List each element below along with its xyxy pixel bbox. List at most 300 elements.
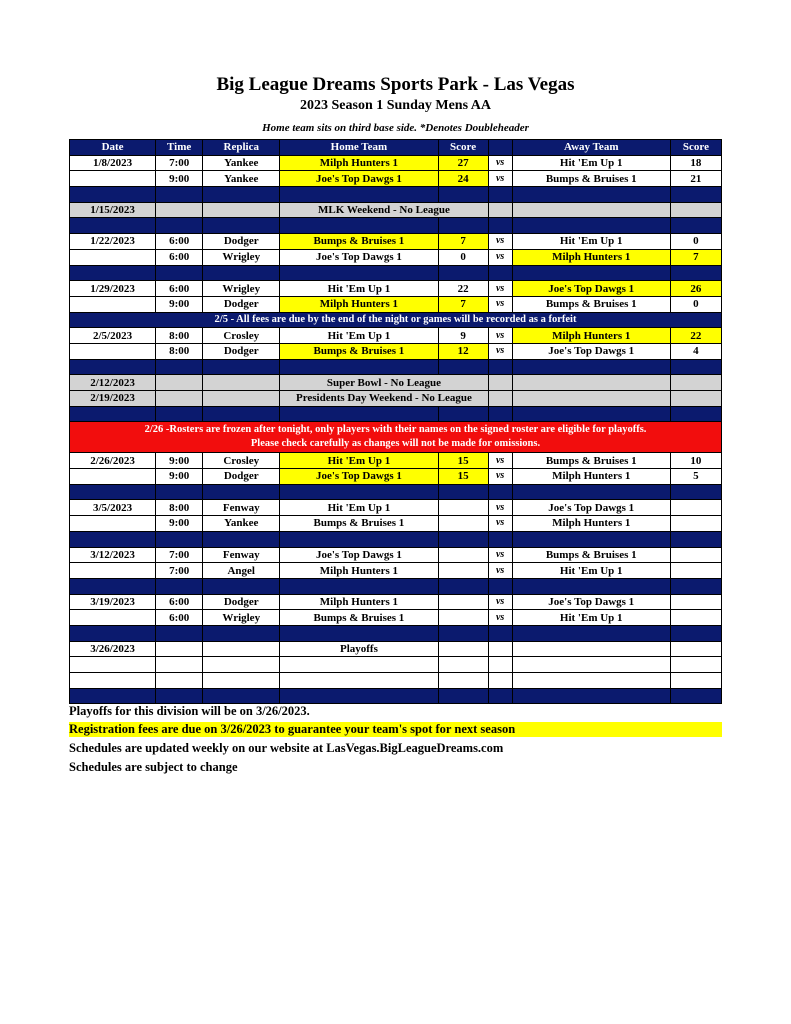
separator-cell: [438, 187, 488, 203]
home-score-cell: 15: [438, 469, 488, 485]
separator-cell: [512, 406, 670, 422]
vs-cell: vs: [488, 343, 512, 359]
no-league-text: Super Bowl - No League: [280, 375, 488, 391]
home-team-cell: Joe's Top Dawgs 1: [280, 547, 438, 563]
away-score-cell: 5: [670, 469, 721, 485]
separator-cell: [438, 484, 488, 500]
separator-cell: [670, 531, 721, 547]
separator-cell: [280, 406, 438, 422]
date-cell: [70, 657, 156, 673]
away-score-cell: 0: [670, 234, 721, 250]
separator-cell: [670, 218, 721, 234]
away-score-cell: [670, 375, 721, 391]
away-team-cell: [512, 391, 670, 407]
vs-cell: vs: [488, 249, 512, 265]
away-team-cell: [512, 375, 670, 391]
away-score-cell: [670, 563, 721, 579]
separator-cell: [280, 625, 438, 641]
home-team-cell: Bumps & Bruises 1: [280, 610, 438, 626]
separator-cell: [670, 187, 721, 203]
separator-cell: [438, 406, 488, 422]
time-cell: 6:00: [156, 281, 203, 297]
table-row: [70, 281, 722, 297]
time-cell: [156, 391, 203, 407]
footer-registration-note: Registration fees are due on 3/26/2023 to guarantee your team's spot for next season: [69, 722, 722, 737]
vs-cell: vs: [488, 563, 512, 579]
home-team-cell: Milph Hunters 1: [280, 594, 438, 610]
replica-cell: Crosley: [203, 328, 280, 344]
vs-cell: [488, 657, 512, 673]
table-row: [70, 657, 722, 673]
separator-cell: [512, 578, 670, 594]
away-score-cell: 21: [670, 171, 721, 187]
table-row: [70, 563, 722, 579]
separator-cell: [670, 265, 721, 281]
time-cell: 9:00: [156, 296, 203, 312]
vs-cell: vs: [488, 328, 512, 344]
time-cell: [156, 641, 203, 657]
separator-cell: [156, 359, 203, 375]
date-cell: [70, 296, 156, 312]
replica-cell: Yankee: [203, 155, 280, 171]
time-cell: 8:00: [156, 328, 203, 344]
home-team-cell: Hit 'Em Up 1: [280, 328, 438, 344]
time-cell: [156, 673, 203, 689]
separator-cell: [203, 531, 280, 547]
home-team-cell: Hit 'Em Up 1: [280, 500, 438, 516]
home-score-cell: 7: [438, 234, 488, 250]
away-team-cell: Milph Hunters 1: [512, 328, 670, 344]
home-score-cell: 7: [438, 296, 488, 312]
separator-cell: [203, 218, 280, 234]
separator-cell: [156, 187, 203, 203]
home-score-cell: 0: [438, 249, 488, 265]
vs-cell: [488, 375, 512, 391]
vs-cell: vs: [488, 547, 512, 563]
separator-cell: [512, 359, 670, 375]
separator-row: [70, 359, 722, 375]
replica-cell: [203, 391, 280, 407]
replica-cell: Dodger: [203, 343, 280, 359]
date-cell: 1/15/2023: [70, 202, 156, 218]
separator-row: [70, 578, 722, 594]
separator-cell: [156, 531, 203, 547]
away-team-cell: Hit 'Em Up 1: [512, 234, 670, 250]
away-team-cell: Milph Hunters 1: [512, 469, 670, 485]
time-cell: 8:00: [156, 343, 203, 359]
home-score-cell: 24: [438, 171, 488, 187]
date-cell: 1/8/2023: [70, 155, 156, 171]
table-row: [70, 641, 722, 657]
home-team-cell: Joe's Top Dawgs 1: [280, 249, 438, 265]
table-row: [70, 673, 722, 689]
date-cell: [70, 171, 156, 187]
away-team-cell: Bumps & Bruises 1: [512, 296, 670, 312]
date-cell: [70, 563, 156, 579]
separator-cell: [70, 359, 156, 375]
fee-notice-text: 2/5 - All fees are due by the end of the night or games will be recorded as a forfeit: [70, 312, 722, 328]
separator-cell: [488, 359, 512, 375]
replica-cell: Dodger: [203, 594, 280, 610]
separator-cell: [203, 484, 280, 500]
home-score-cell: [438, 563, 488, 579]
date-cell: [70, 249, 156, 265]
separator-row: [70, 187, 722, 203]
home-team-cell: Bumps & Bruises 1: [280, 516, 438, 532]
away-score-cell: [670, 673, 721, 689]
table-row: [70, 453, 722, 469]
vs-cell: vs: [488, 516, 512, 532]
separator-cell: [488, 218, 512, 234]
time-cell: 7:00: [156, 547, 203, 563]
separator-cell: [70, 406, 156, 422]
away-team-cell: Hit 'Em Up 1: [512, 155, 670, 171]
date-cell: 2/12/2023: [70, 375, 156, 391]
vs-cell: [488, 391, 512, 407]
separator-cell: [156, 406, 203, 422]
table-row: [70, 171, 722, 187]
date-cell: [70, 610, 156, 626]
separator-cell: [156, 578, 203, 594]
col-header-date: Date: [70, 140, 156, 156]
separator-row: [70, 625, 722, 641]
separator-cell: [488, 578, 512, 594]
replica-cell: Fenway: [203, 500, 280, 516]
separator-cell: [488, 265, 512, 281]
separator-cell: [70, 218, 156, 234]
away-score-cell: [670, 500, 721, 516]
away-score-cell: [670, 641, 721, 657]
home-score-cell: [438, 500, 488, 516]
away-team-cell: Bumps & Bruises 1: [512, 453, 670, 469]
vs-cell: vs: [488, 610, 512, 626]
col-header-away-score: Score: [670, 140, 721, 156]
roster-notice-line1: 2/26 -Rosters are frozen after tonight, only players with their names on the signed roster are eligible for playoffs.: [144, 423, 647, 435]
replica-cell: Yankee: [203, 516, 280, 532]
separator-cell: [488, 531, 512, 547]
replica-cell: Dodger: [203, 469, 280, 485]
away-score-cell: [670, 516, 721, 532]
separator-cell: [438, 625, 488, 641]
separator-cell: [438, 578, 488, 594]
away-score-cell: [670, 657, 721, 673]
col-header-replica: Replica: [203, 140, 280, 156]
home-team-cell: Hit 'Em Up 1: [280, 453, 438, 469]
col-header-home-score: Score: [438, 140, 488, 156]
away-score-cell: 10: [670, 453, 721, 469]
replica-cell: Dodger: [203, 296, 280, 312]
col-header-time: Time: [156, 140, 203, 156]
away-score-cell: 18: [670, 155, 721, 171]
separator-cell: [512, 531, 670, 547]
page-subtitle: 2023 Season 1 Sunday Mens AA: [300, 98, 491, 113]
away-score-cell: [670, 391, 721, 407]
replica-cell: [203, 657, 280, 673]
replica-cell: [203, 202, 280, 218]
away-team-cell: Joe's Top Dawgs 1: [512, 500, 670, 516]
date-cell: [70, 673, 156, 689]
separator-cell: [488, 688, 512, 704]
separator-cell: [156, 265, 203, 281]
vs-cell: vs: [488, 234, 512, 250]
separator-cell: [670, 359, 721, 375]
away-team-cell: Milph Hunters 1: [512, 516, 670, 532]
away-score-cell: 4: [670, 343, 721, 359]
no-league-row: [70, 375, 722, 391]
separator-cell: [512, 688, 670, 704]
table-row: [70, 249, 722, 265]
date-cell: 2/5/2023: [70, 328, 156, 344]
home-team-cell: Joe's Top Dawgs 1: [280, 469, 438, 485]
date-cell: [70, 469, 156, 485]
separator-cell: [156, 625, 203, 641]
home-team-cell: Milph Hunters 1: [280, 155, 438, 171]
table-header-row: [70, 140, 722, 156]
separator-cell: [438, 531, 488, 547]
table-row: [70, 328, 722, 344]
time-cell: [156, 375, 203, 391]
separator-cell: [203, 625, 280, 641]
vs-cell: vs: [488, 171, 512, 187]
roster-notice-row: [70, 422, 722, 453]
table-row: [70, 469, 722, 485]
separator-cell: [280, 688, 438, 704]
time-cell: 9:00: [156, 516, 203, 532]
separator-cell: [512, 484, 670, 500]
separator-row: [70, 218, 722, 234]
date-cell: 3/26/2023: [70, 641, 156, 657]
away-score-cell: 0: [670, 296, 721, 312]
separator-cell: [670, 578, 721, 594]
home-team-cell: Joe's Top Dawgs 1: [280, 171, 438, 187]
away-score-cell: [670, 594, 721, 610]
time-cell: [156, 202, 203, 218]
separator-cell: [438, 265, 488, 281]
away-score-cell: 26: [670, 281, 721, 297]
home-score-cell: 9: [438, 328, 488, 344]
away-team-cell: Joe's Top Dawgs 1: [512, 281, 670, 297]
col-header-away-team: Away Team: [512, 140, 670, 156]
separator-cell: [156, 218, 203, 234]
home-team-cell: Playoffs: [280, 641, 438, 657]
away-team-cell: Milph Hunters 1: [512, 249, 670, 265]
replica-cell: Crosley: [203, 453, 280, 469]
away-team-cell: Hit 'Em Up 1: [512, 563, 670, 579]
roster-notice-line2: Please check carefully as changes will not be made for omissions.: [250, 438, 541, 450]
away-team-cell: Bumps & Bruises 1: [512, 547, 670, 563]
time-cell: 9:00: [156, 453, 203, 469]
separator-cell: [488, 625, 512, 641]
table-row: [70, 610, 722, 626]
table-row: [70, 500, 722, 516]
home-score-cell: 22: [438, 281, 488, 297]
home-score-cell: [438, 641, 488, 657]
home-score-cell: [438, 673, 488, 689]
home-team-cell: Hit 'Em Up 1: [280, 281, 438, 297]
separator-cell: [670, 688, 721, 704]
separator-cell: [203, 187, 280, 203]
home-score-cell: [438, 657, 488, 673]
separator-row: [70, 531, 722, 547]
schedule-body: [70, 155, 722, 704]
replica-cell: [203, 375, 280, 391]
separator-cell: [203, 265, 280, 281]
table-row: [70, 594, 722, 610]
separator-cell: [203, 406, 280, 422]
separator-row: [70, 265, 722, 281]
away-score-cell: 22: [670, 328, 721, 344]
replica-cell: Wrigley: [203, 610, 280, 626]
separator-cell: [203, 359, 280, 375]
separator-cell: [438, 218, 488, 234]
time-cell: 7:00: [156, 563, 203, 579]
col-header-home-team: Home Team: [280, 140, 438, 156]
separator-cell: [438, 688, 488, 704]
separator-cell: [280, 265, 438, 281]
table-row: [70, 343, 722, 359]
date-cell: [70, 343, 156, 359]
separator-cell: [203, 578, 280, 594]
separator-cell: [70, 484, 156, 500]
fee-notice-row: [70, 312, 722, 328]
home-team-cell: Milph Hunters 1: [280, 563, 438, 579]
table-row: [70, 234, 722, 250]
away-team-cell: [512, 673, 670, 689]
separator-cell: [280, 187, 438, 203]
vs-cell: vs: [488, 281, 512, 297]
time-cell: 9:00: [156, 171, 203, 187]
away-score-cell: [670, 202, 721, 218]
separator-cell: [70, 578, 156, 594]
separator-cell: [488, 406, 512, 422]
vs-cell: vs: [488, 469, 512, 485]
separator-cell: [280, 484, 438, 500]
home-team-cell: [280, 657, 438, 673]
away-score-cell: [670, 547, 721, 563]
time-cell: [156, 657, 203, 673]
away-team-cell: [512, 202, 670, 218]
table-row: [70, 547, 722, 563]
time-cell: 7:00: [156, 155, 203, 171]
footer-playoffs-note: Playoffs for this division will be on 3/26/2023.: [69, 704, 310, 718]
table-row: [70, 516, 722, 532]
page-title: Big League Dreams Sports Park - Las Vegas: [216, 74, 575, 95]
home-score-cell: [438, 610, 488, 626]
vs-cell: vs: [488, 500, 512, 516]
home-team-cell: Milph Hunters 1: [280, 296, 438, 312]
separator-cell: [280, 531, 438, 547]
date-cell: 3/19/2023: [70, 594, 156, 610]
roster-notice: [70, 422, 722, 453]
home-score-cell: [438, 516, 488, 532]
away-team-cell: Hit 'Em Up 1: [512, 610, 670, 626]
no-league-row: [70, 202, 722, 218]
separator-cell: [70, 531, 156, 547]
separator-row: [70, 406, 722, 422]
home-score-cell: [438, 594, 488, 610]
vs-cell: vs: [488, 453, 512, 469]
separator-row: [70, 484, 722, 500]
away-team-cell: Bumps & Bruises 1: [512, 171, 670, 187]
separator-cell: [512, 218, 670, 234]
separator-cell: [670, 484, 721, 500]
no-league-text: MLK Weekend - No League: [280, 202, 488, 218]
separator-cell: [438, 359, 488, 375]
footer-change-note: Schedules are subject to change: [69, 760, 238, 774]
time-cell: 9:00: [156, 469, 203, 485]
separator-cell: [70, 625, 156, 641]
away-team-cell: Joe's Top Dawgs 1: [512, 343, 670, 359]
time-cell: 6:00: [156, 234, 203, 250]
vs-cell: vs: [488, 296, 512, 312]
vs-cell: [488, 673, 512, 689]
separator-cell: [488, 187, 512, 203]
date-cell: 3/5/2023: [70, 500, 156, 516]
separator-cell: [156, 484, 203, 500]
replica-cell: Wrigley: [203, 249, 280, 265]
separator-cell: [280, 359, 438, 375]
away-score-cell: [670, 610, 721, 626]
header-note: Home team sits on third base side. *Denotes Doubleheader: [262, 122, 529, 134]
separator-cell: [70, 688, 156, 704]
separator-cell: [156, 688, 203, 704]
away-score-cell: 7: [670, 249, 721, 265]
home-team-cell: [280, 673, 438, 689]
date-cell: 1/22/2023: [70, 234, 156, 250]
schedule-table: [69, 139, 722, 704]
replica-cell: Fenway: [203, 547, 280, 563]
separator-row: [70, 688, 722, 704]
separator-cell: [512, 265, 670, 281]
home-score-cell: 15: [438, 453, 488, 469]
separator-cell: [670, 406, 721, 422]
separator-cell: [70, 187, 156, 203]
vs-cell: [488, 641, 512, 657]
vs-cell: vs: [488, 594, 512, 610]
no-league-text: Presidents Day Weekend - No League: [280, 391, 488, 407]
date-cell: 2/19/2023: [70, 391, 156, 407]
separator-cell: [488, 484, 512, 500]
vs-cell: [488, 202, 512, 218]
away-team-cell: [512, 641, 670, 657]
away-team-cell: [512, 657, 670, 673]
separator-cell: [70, 265, 156, 281]
home-score-cell: 12: [438, 343, 488, 359]
no-league-row: [70, 391, 722, 407]
separator-cell: [512, 625, 670, 641]
separator-cell: [280, 578, 438, 594]
replica-cell: [203, 673, 280, 689]
date-cell: 3/12/2023: [70, 547, 156, 563]
separator-cell: [203, 688, 280, 704]
home-team-cell: Bumps & Bruises 1: [280, 234, 438, 250]
footer-website-note: Schedules are updated weekly on our website at LasVegas.BigLeagueDreams.com: [69, 741, 504, 755]
home-team-cell: Bumps & Bruises 1: [280, 343, 438, 359]
replica-cell: Angel: [203, 563, 280, 579]
time-cell: 6:00: [156, 594, 203, 610]
table-row: [70, 296, 722, 312]
col-header-vs: [488, 140, 512, 156]
time-cell: 8:00: [156, 500, 203, 516]
date-cell: [70, 516, 156, 532]
time-cell: 6:00: [156, 610, 203, 626]
separator-cell: [670, 625, 721, 641]
separator-cell: [512, 187, 670, 203]
separator-cell: [280, 218, 438, 234]
home-score-cell: 27: [438, 155, 488, 171]
date-cell: 2/26/2023: [70, 453, 156, 469]
time-cell: 6:00: [156, 249, 203, 265]
